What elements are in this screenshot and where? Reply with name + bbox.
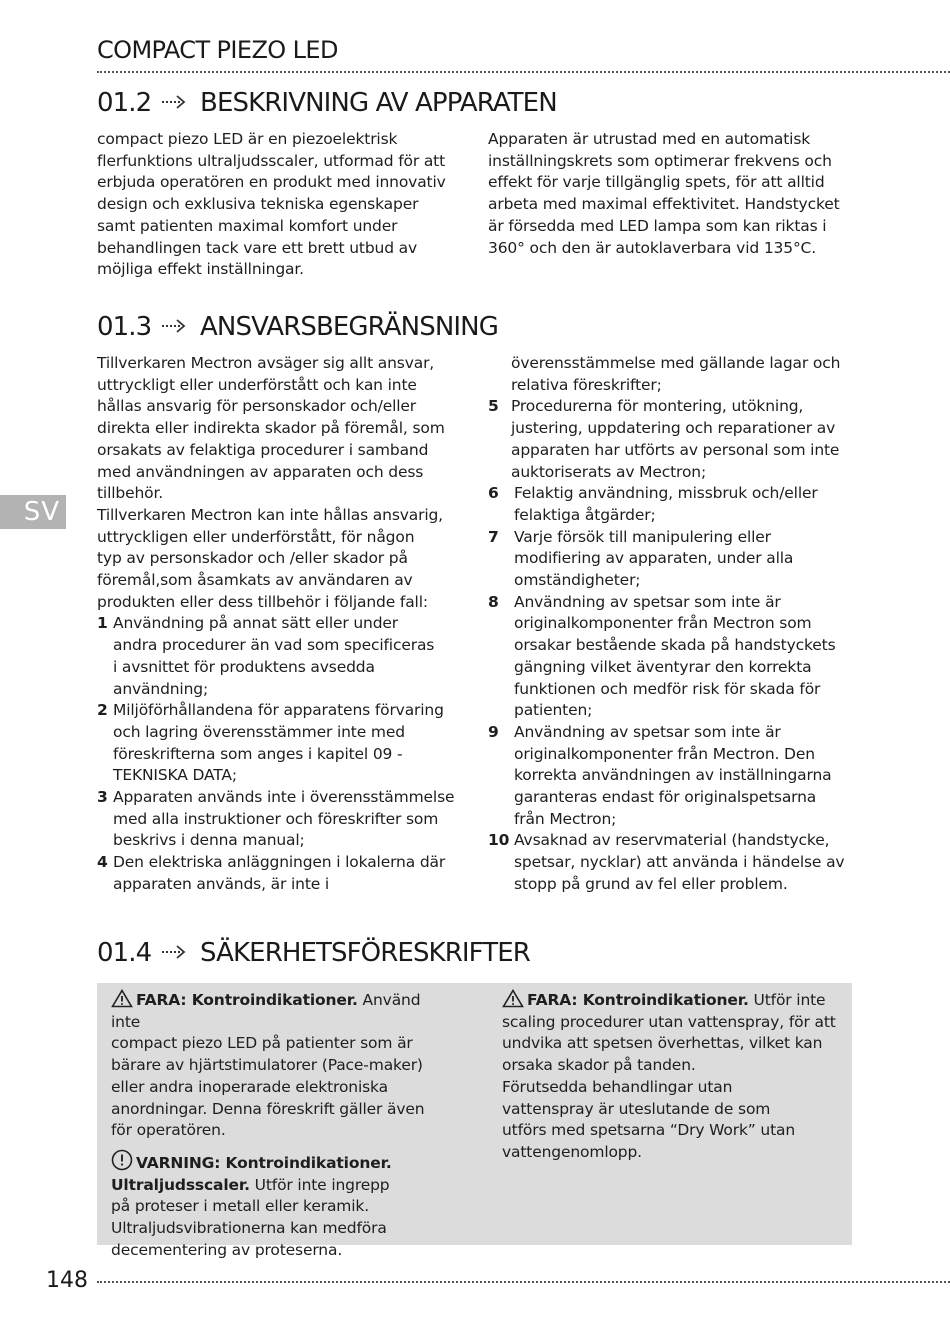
exclamation-circle-icon bbox=[111, 1149, 133, 1171]
list-item bbox=[97, 852, 477, 895]
text-line: gängning vilket äventyrar den korrekta bbox=[514, 657, 812, 676]
text-line: Miljöförhållandena för apparatens förvaring bbox=[113, 701, 444, 720]
text-line: möjliga effekt inställningar. bbox=[97, 260, 304, 279]
section-number: 01.4 bbox=[97, 938, 152, 968]
text-line: 360° och den är autoklaverbara vid 135°C. bbox=[488, 238, 817, 257]
text-line: i avsnittet för produktens avsedda bbox=[113, 657, 375, 676]
list-item bbox=[488, 527, 868, 592]
section-heading-01-3 bbox=[97, 312, 498, 342]
text-line: uttryckligt eller underförstått och kan inte bbox=[97, 375, 417, 394]
text-line: scaling procedurer utan vattenspray, för att bbox=[502, 1012, 836, 1031]
list-item bbox=[97, 787, 477, 852]
text-line: typ av personskador och /eller skador på bbox=[97, 549, 408, 568]
text-line: orsakats av felaktiga procedurer i samband bbox=[97, 440, 429, 459]
warning-triangle-icon bbox=[111, 989, 133, 1008]
text-line: omständigheter; bbox=[514, 571, 641, 590]
text-line: compact piezo LED på patienter som är bbox=[111, 1034, 413, 1053]
list-number: 3 bbox=[97, 788, 108, 807]
text-line: produkten eller dess tillbehör i följande fall: bbox=[97, 592, 428, 611]
warning-label: VARNING: Kontroindikationer. bbox=[136, 1153, 392, 1172]
dotted-arrow-icon bbox=[161, 944, 189, 960]
list-item bbox=[488, 592, 868, 722]
text-line: bärare av hjärtstimulatorer (Pace-maker) bbox=[111, 1056, 423, 1075]
text-line: TEKNISKA DATA; bbox=[113, 766, 237, 785]
text-line: behandlingen tack vare ett brett utbud av bbox=[97, 238, 418, 257]
liability-left-column bbox=[97, 353, 477, 896]
text-line: användning; bbox=[113, 679, 209, 698]
text-line: decementering av proteserna. bbox=[111, 1240, 343, 1259]
text-line: spetsar, nycklar) att använda i händelse av bbox=[514, 853, 845, 872]
text-line: erbjuda operatören en produkt med innovativ bbox=[97, 173, 446, 192]
text-line: auktoriserats av Mectron; bbox=[511, 462, 707, 481]
text-line: och lagring överensstämmer inte med bbox=[113, 722, 405, 741]
text-line: från Mectron; bbox=[514, 809, 617, 828]
text-line: flerfunktions ultraljudsscaler, utformad för att bbox=[97, 151, 446, 170]
text-line: compact piezo LED är en piezoelektrisk bbox=[97, 130, 398, 148]
text-line: apparaten används, är inte i bbox=[113, 874, 330, 893]
text-line: modifiering av apparaten, under alla bbox=[514, 549, 794, 568]
list-number: 5 bbox=[488, 397, 499, 416]
text-line: överensstämmelse med gällande lagar och bbox=[511, 354, 841, 372]
text-line: stopp på grund av fel eller problem. bbox=[514, 874, 788, 893]
section-heading-01-4 bbox=[97, 938, 530, 968]
list-number: 9 bbox=[488, 722, 499, 741]
list-item bbox=[488, 396, 868, 483]
text-line: undvika att spetsen överhettas, vilket kan bbox=[502, 1034, 823, 1053]
warning-text: Utför inte ingrepp bbox=[249, 1175, 390, 1194]
section-title: BESKRIVNING AV APPARATEN bbox=[200, 88, 557, 118]
text-line: orsakar bestående skada på handstyckets bbox=[514, 636, 836, 655]
text-line: för operatören. bbox=[111, 1121, 226, 1140]
document-title: COMPACT PIEZO LED bbox=[97, 36, 338, 64]
text-line: originalkomponenter från Mectron. Den bbox=[514, 744, 815, 763]
list-number: 2 bbox=[97, 701, 108, 720]
text-line: Förutsedda behandlingar utan bbox=[502, 1077, 733, 1096]
danger-text: Använd inte bbox=[111, 991, 421, 1031]
text-line: Tillverkaren Mectron avsäger sig allt ansvar, bbox=[97, 354, 435, 372]
header-divider bbox=[97, 71, 950, 73]
list-item bbox=[488, 483, 868, 526]
text-line: är försedda med LED lampa som kan riktas i bbox=[488, 216, 827, 235]
text-line: felaktiga åtgärder; bbox=[514, 505, 656, 524]
text-line: Den elektriska anläggningen i lokalerna där bbox=[113, 853, 446, 872]
danger-text: Utför inte bbox=[748, 991, 826, 1009]
danger-label: FARA: Kontroindikationer. bbox=[136, 991, 358, 1009]
language-tab: SV bbox=[0, 495, 66, 529]
text-line: korrekta användningen av inställningarna bbox=[514, 766, 832, 785]
description-right-column bbox=[488, 129, 868, 259]
text-line: med användningen av apparaten och dess bbox=[97, 462, 424, 481]
warning-triangle-icon bbox=[502, 989, 524, 1008]
section-number: 01.2 bbox=[97, 88, 152, 118]
text-line: Användning av spetsar som inte är bbox=[514, 592, 781, 611]
text-line: beskrivs i denna manual; bbox=[113, 831, 305, 850]
list-number: 7 bbox=[488, 527, 499, 546]
list-item bbox=[488, 722, 868, 831]
section-heading-01-2 bbox=[97, 88, 557, 118]
list-number: 6 bbox=[488, 484, 499, 503]
list-number: 10 bbox=[488, 831, 510, 850]
list-number: 1 bbox=[97, 614, 108, 633]
text-line: funktionen och medför risk för skada för bbox=[514, 679, 821, 698]
text-line: utförs med spetsarna “Dry Work” utan bbox=[502, 1121, 796, 1140]
text-line: vattenspray är uteslutande de som bbox=[502, 1099, 771, 1118]
text-line: Användning av spetsar som inte är bbox=[514, 722, 781, 741]
section-title: ANSVARSBEGRÄNSNING bbox=[200, 312, 498, 342]
text-line: uttryckligen eller underförstått, för någon bbox=[97, 527, 415, 546]
text-line: anordningar. Denna föreskrift gäller även bbox=[111, 1099, 425, 1118]
text-line: tillbehör. bbox=[97, 484, 164, 503]
text-line: andra procedurer än vad som specificeras bbox=[113, 636, 435, 655]
text-line: Användning på annat sätt eller under bbox=[113, 614, 399, 633]
list-item bbox=[97, 613, 477, 700]
text-line: föreskrifterna som anges i kapitel 09 - bbox=[113, 744, 403, 763]
text-line: originalkomponenter från Mectron som bbox=[514, 614, 812, 633]
dotted-arrow-icon bbox=[161, 318, 189, 334]
text-line: direkta eller indirekta skador på föremål, som bbox=[97, 419, 445, 438]
text-line: Apparaten är utrustad med en automatisk bbox=[488, 130, 811, 148]
text-line: samt patienten maximal komfort under bbox=[97, 216, 398, 235]
text-line: effekt för varje tillgänglig spets, för att alltid bbox=[488, 173, 825, 192]
text-line: hållas ansvarig för personskador och/eller bbox=[97, 397, 417, 416]
warning-label-secondary: Ultraljudsscaler. bbox=[111, 1175, 250, 1194]
text-line: vattengenomlopp. bbox=[502, 1142, 642, 1161]
list-number: 4 bbox=[97, 853, 108, 872]
text-line: eller andra inoperarade elektroniska bbox=[111, 1077, 388, 1096]
text-line: justering, uppdatering och reparationer av bbox=[511, 419, 836, 438]
text-line: Procedurerna för montering, utökning, bbox=[511, 397, 804, 416]
text-line: på proteser i metall eller keramik. bbox=[111, 1197, 370, 1216]
text-line: patienten; bbox=[514, 701, 593, 720]
text-line: relativa föreskrifter; bbox=[511, 375, 662, 394]
text-line: Avsaknad av reservmaterial (handstycke, bbox=[514, 831, 830, 850]
safety-right-column bbox=[502, 989, 847, 1164]
list-item bbox=[488, 830, 868, 895]
list-item bbox=[97, 700, 477, 787]
text-line: apparaten har utförts av personal som inte bbox=[511, 440, 840, 459]
text-line: Tillverkaren Mectron kan inte hållas ansvarig, bbox=[97, 505, 443, 524]
safety-left-column bbox=[111, 989, 451, 1261]
section-number: 01.3 bbox=[97, 312, 152, 342]
text-line: föremål,som åsamkats av användaren av bbox=[97, 571, 413, 590]
text-line: med alla instruktioner och föreskrifter som bbox=[113, 809, 439, 828]
text-line: Apparaten används inte i överensstämmelse bbox=[113, 788, 455, 807]
footer-divider bbox=[97, 1281, 950, 1283]
danger-label: FARA: Kontroindikationer. bbox=[527, 991, 749, 1009]
section-title: SÄKERHETSFÖRESKRIFTER bbox=[200, 938, 530, 968]
dotted-arrow-icon bbox=[161, 94, 189, 110]
page-number: 148 bbox=[46, 1268, 88, 1293]
list-item-continuation bbox=[488, 353, 868, 396]
text-line: design och exklusiva tekniska egenskaper bbox=[97, 195, 419, 214]
text-line: Ultraljudsvibrationerna kan medföra bbox=[111, 1219, 387, 1238]
text-line: orsaka skador på tanden. bbox=[502, 1056, 696, 1075]
list-number: 8 bbox=[488, 592, 499, 611]
text-line: inställningskrets som optimerar frekvens och bbox=[488, 151, 832, 170]
liability-right-column bbox=[488, 353, 868, 896]
text-line: Varje försök till manipulering eller bbox=[514, 527, 771, 546]
text-line: Felaktig användning, missbruk och/eller bbox=[514, 484, 818, 503]
description-left-column bbox=[97, 129, 477, 281]
text-line: garanteras endast för originalspetsarna bbox=[514, 788, 817, 807]
text-line: arbeta med maximal effektivitet. Handstycket bbox=[488, 195, 840, 214]
